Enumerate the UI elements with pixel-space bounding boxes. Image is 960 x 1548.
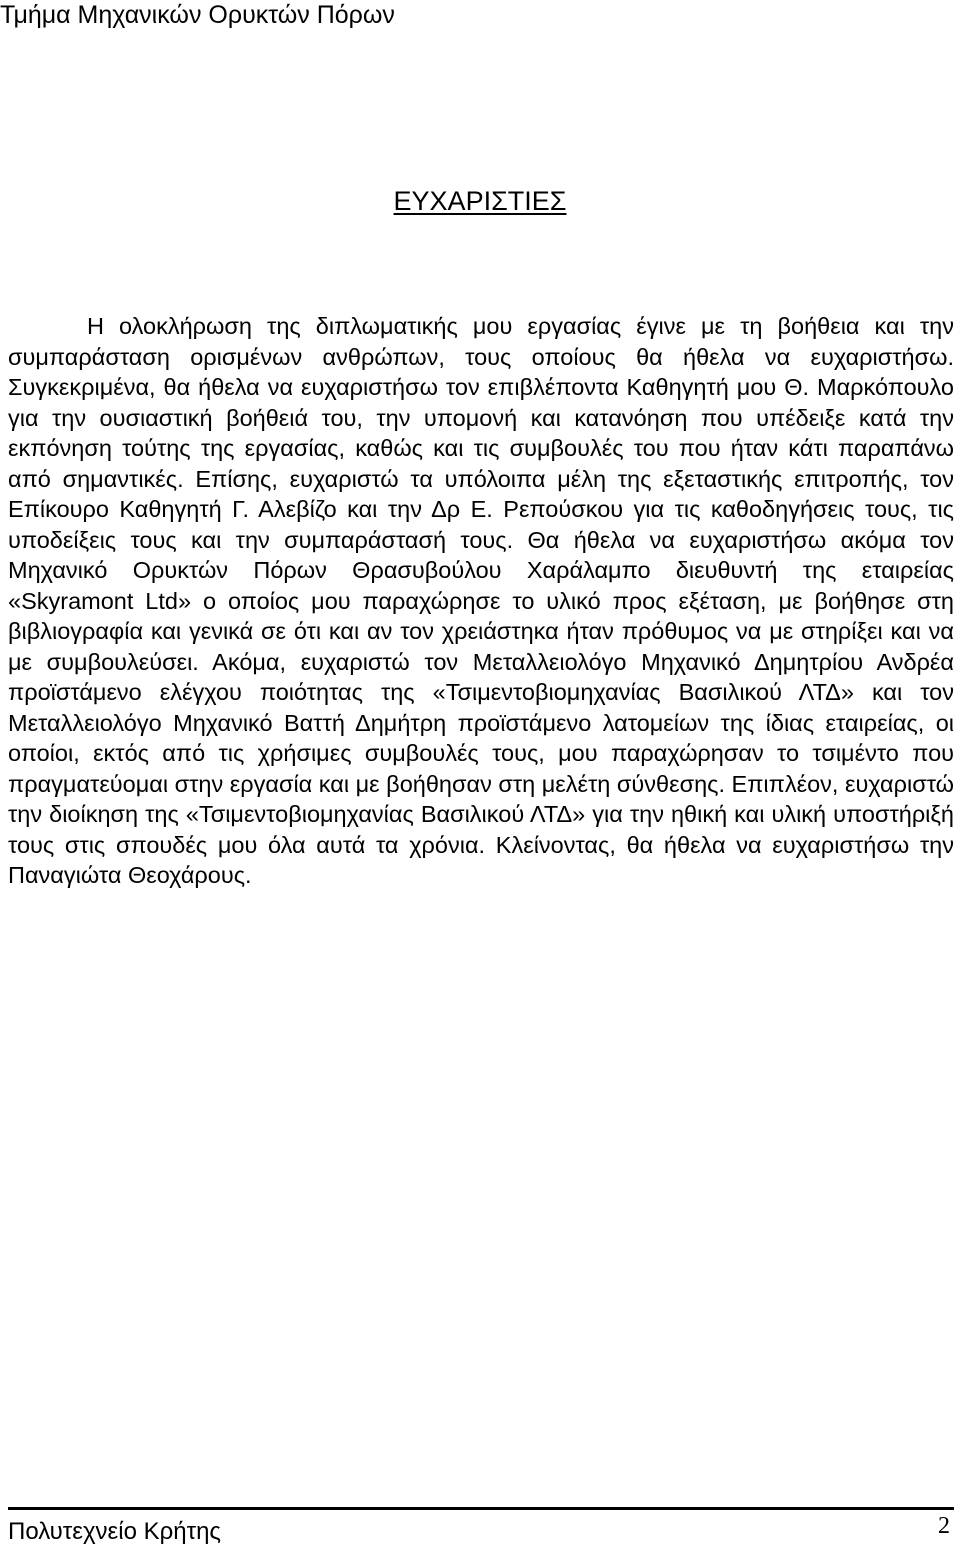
acknowledgements-paragraph: Η ολοκλήρωση της διπλωματικής μου εργασίας έγινε με τη βοήθεια και την συμπαράσταση ορισμένων ανθρώπων, τους οποίους θα ήθελα να ευχαριστήσω. Συγκεκριμένα, θα ήθελα να ευχαριστήσω τον επιβλέποντα Καθηγητή μου Θ. Μαρκόπουλο για την ουσιαστική βοήθειά του, την υπομονή και κατανόηση που υπέδειξε κατά την εκπόνηση τούτης της εργασίας, καθώς και τις συμβουλές του που ήταν κάτι παραπάνω από σημαντικές. Επίσης, ευχαριστώ τα υπόλοιπα μέλη της εξεταστικής επιτροπής, τον Επίκουρο Καθηγητή Γ. Αλεβίζο και την Δρ Ε. Ρεπούσκου για τις καθοδηγήσεις τους, τις υποδείξεις τους και την συμπαράστασή τους. Θα ήθελα να ευχαριστήσω ακόμα τον Μηχανικό Ορυκτών Πόρων Θρασυβούλου Χαράλαμπο διευθυντή της εταιρείας «Skyramont Ltd» ο οποίος μου παραχώρησε το υλικό προς εξέταση, με βοήθησε στη βιβλιογραφία και γενικά σε ότι και αν τον χρειάστηκα ήταν πρόθυμος να με στηρίξει και να με συμβουλεύσει. Ακόμα, ευχαριστώ τον Μεταλλειολόγο Μηχανικό Δημητρίου Ανδρέα προϊστάμενο ελέγχου ποιότητας της «Τσιμεντοβιομηχανίας Βασιλικού ΛΤΔ» και τον Μεταλλειολόγο Μηχανικό Βαττή Δημήτρη προϊστάμενο λατομείων της ίδιας εταιρείας, οι οποίοι, εκτός από τις χρήσιμες συμβουλές τους, μου παραχώρησαν το τσιμέντο που πραγματεύομαι στην εργασία και με βοήθησαν στη μελέτη σύνθεσης. Επιπλέον, ευχαριστώ την διοίκηση της «Τσιμεντοβιομηχανίας Βασιλικού ΛΤΔ» για την ηθική και υλική υποστήριξή τους στις σπουδές μου όλα αυτά τα χρόνια. Κλείνοντας, θα ήθελα να ευχαριστήσω την Παναγιώτα Θεοχάρους. xyxy=(8,313,954,888)
footer-institution: Πολυτεχνείο Κρήτης xyxy=(8,1518,221,1545)
page-number: 2 xyxy=(938,1513,950,1539)
page-title xyxy=(0,184,960,218)
footer-divider xyxy=(8,1507,954,1510)
running-header: Τμήμα Μηχανικών Ορυκτών Πόρων xyxy=(0,1,395,29)
page-title-text: ΕΥΧΑΡΙΣΤΙΕΣ xyxy=(393,186,567,216)
